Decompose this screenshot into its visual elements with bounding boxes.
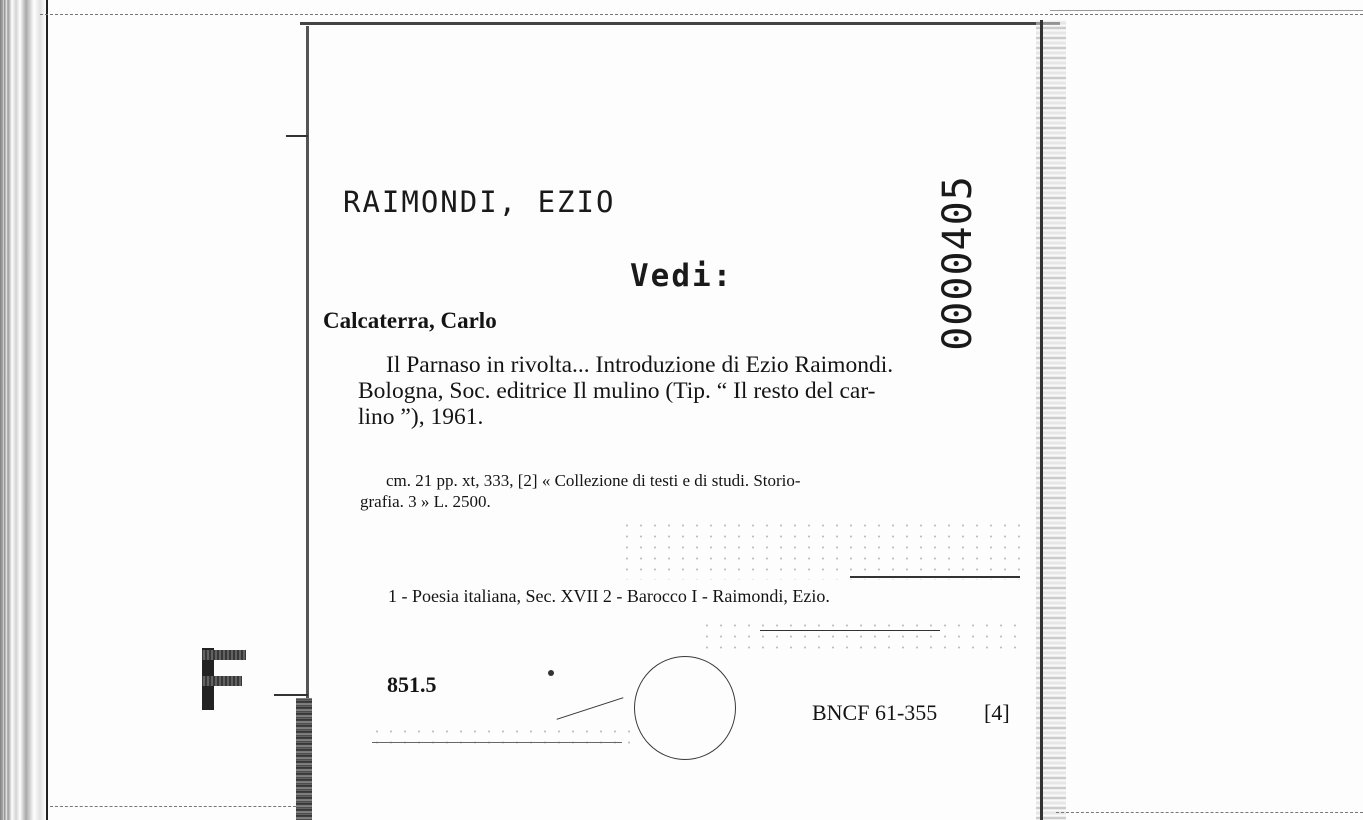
title-line: lino ”), 1961. [358,404,484,430]
subject-headings: 1 - Poesia italiana, Sec. XVII 2 - Barocco I - Raimondi, Ezio. [388,586,830,606]
dark-strip [296,698,312,820]
heading-name: RAIMONDI, EZIO [343,185,616,219]
bncf-count: [4] [984,700,1010,725]
left-bottom-rule [50,806,306,808]
bottom-dashed-rule [372,742,622,743]
right-top-rule [1050,10,1363,11]
separator-rule [850,576,1020,578]
bncf-number: BNCF 61-355 [812,700,938,725]
right-bottom-rule [1056,812,1363,814]
speckle-noise [370,726,630,750]
title-line: Il Parnaso in rivolta... Introduzione di Ezio Raimondi. [386,352,894,378]
scan-edge-line [46,0,48,820]
bracket-mark [286,135,308,143]
speckle-noise [620,520,1020,580]
speckle-noise [700,620,1020,650]
corner-mark [274,694,308,696]
punch-hole [634,656,736,760]
separator-rule [760,630,940,631]
author-name: Calcaterra, Carlo [323,308,497,333]
scan-edge-left [0,0,46,820]
ink-stroke [557,697,624,720]
collation-line: grafia. 3 » L. 2500. [360,492,491,511]
call-number-vertical [930,175,986,351]
top-dashed-rule [40,14,1363,16]
card-top-edge [300,22,1060,25]
card-right-edge [1040,20,1043,820]
collation-line: cm. 21 pp. xt, 333, [2] « Collezione di testi e di studi. Storio- [386,471,801,490]
call-number-text: 0000405 [935,175,981,351]
see-label: Vedi: [630,258,734,294]
f-mark-icon [198,648,246,710]
ink-dot [548,670,554,676]
class-number: 851.5 [387,672,437,697]
title-line: Bologna, Soc. editrice Il mulino (Tip. “ Il resto del car- [358,378,876,404]
collation-block [360,470,1040,512]
title-description [358,352,1038,430]
